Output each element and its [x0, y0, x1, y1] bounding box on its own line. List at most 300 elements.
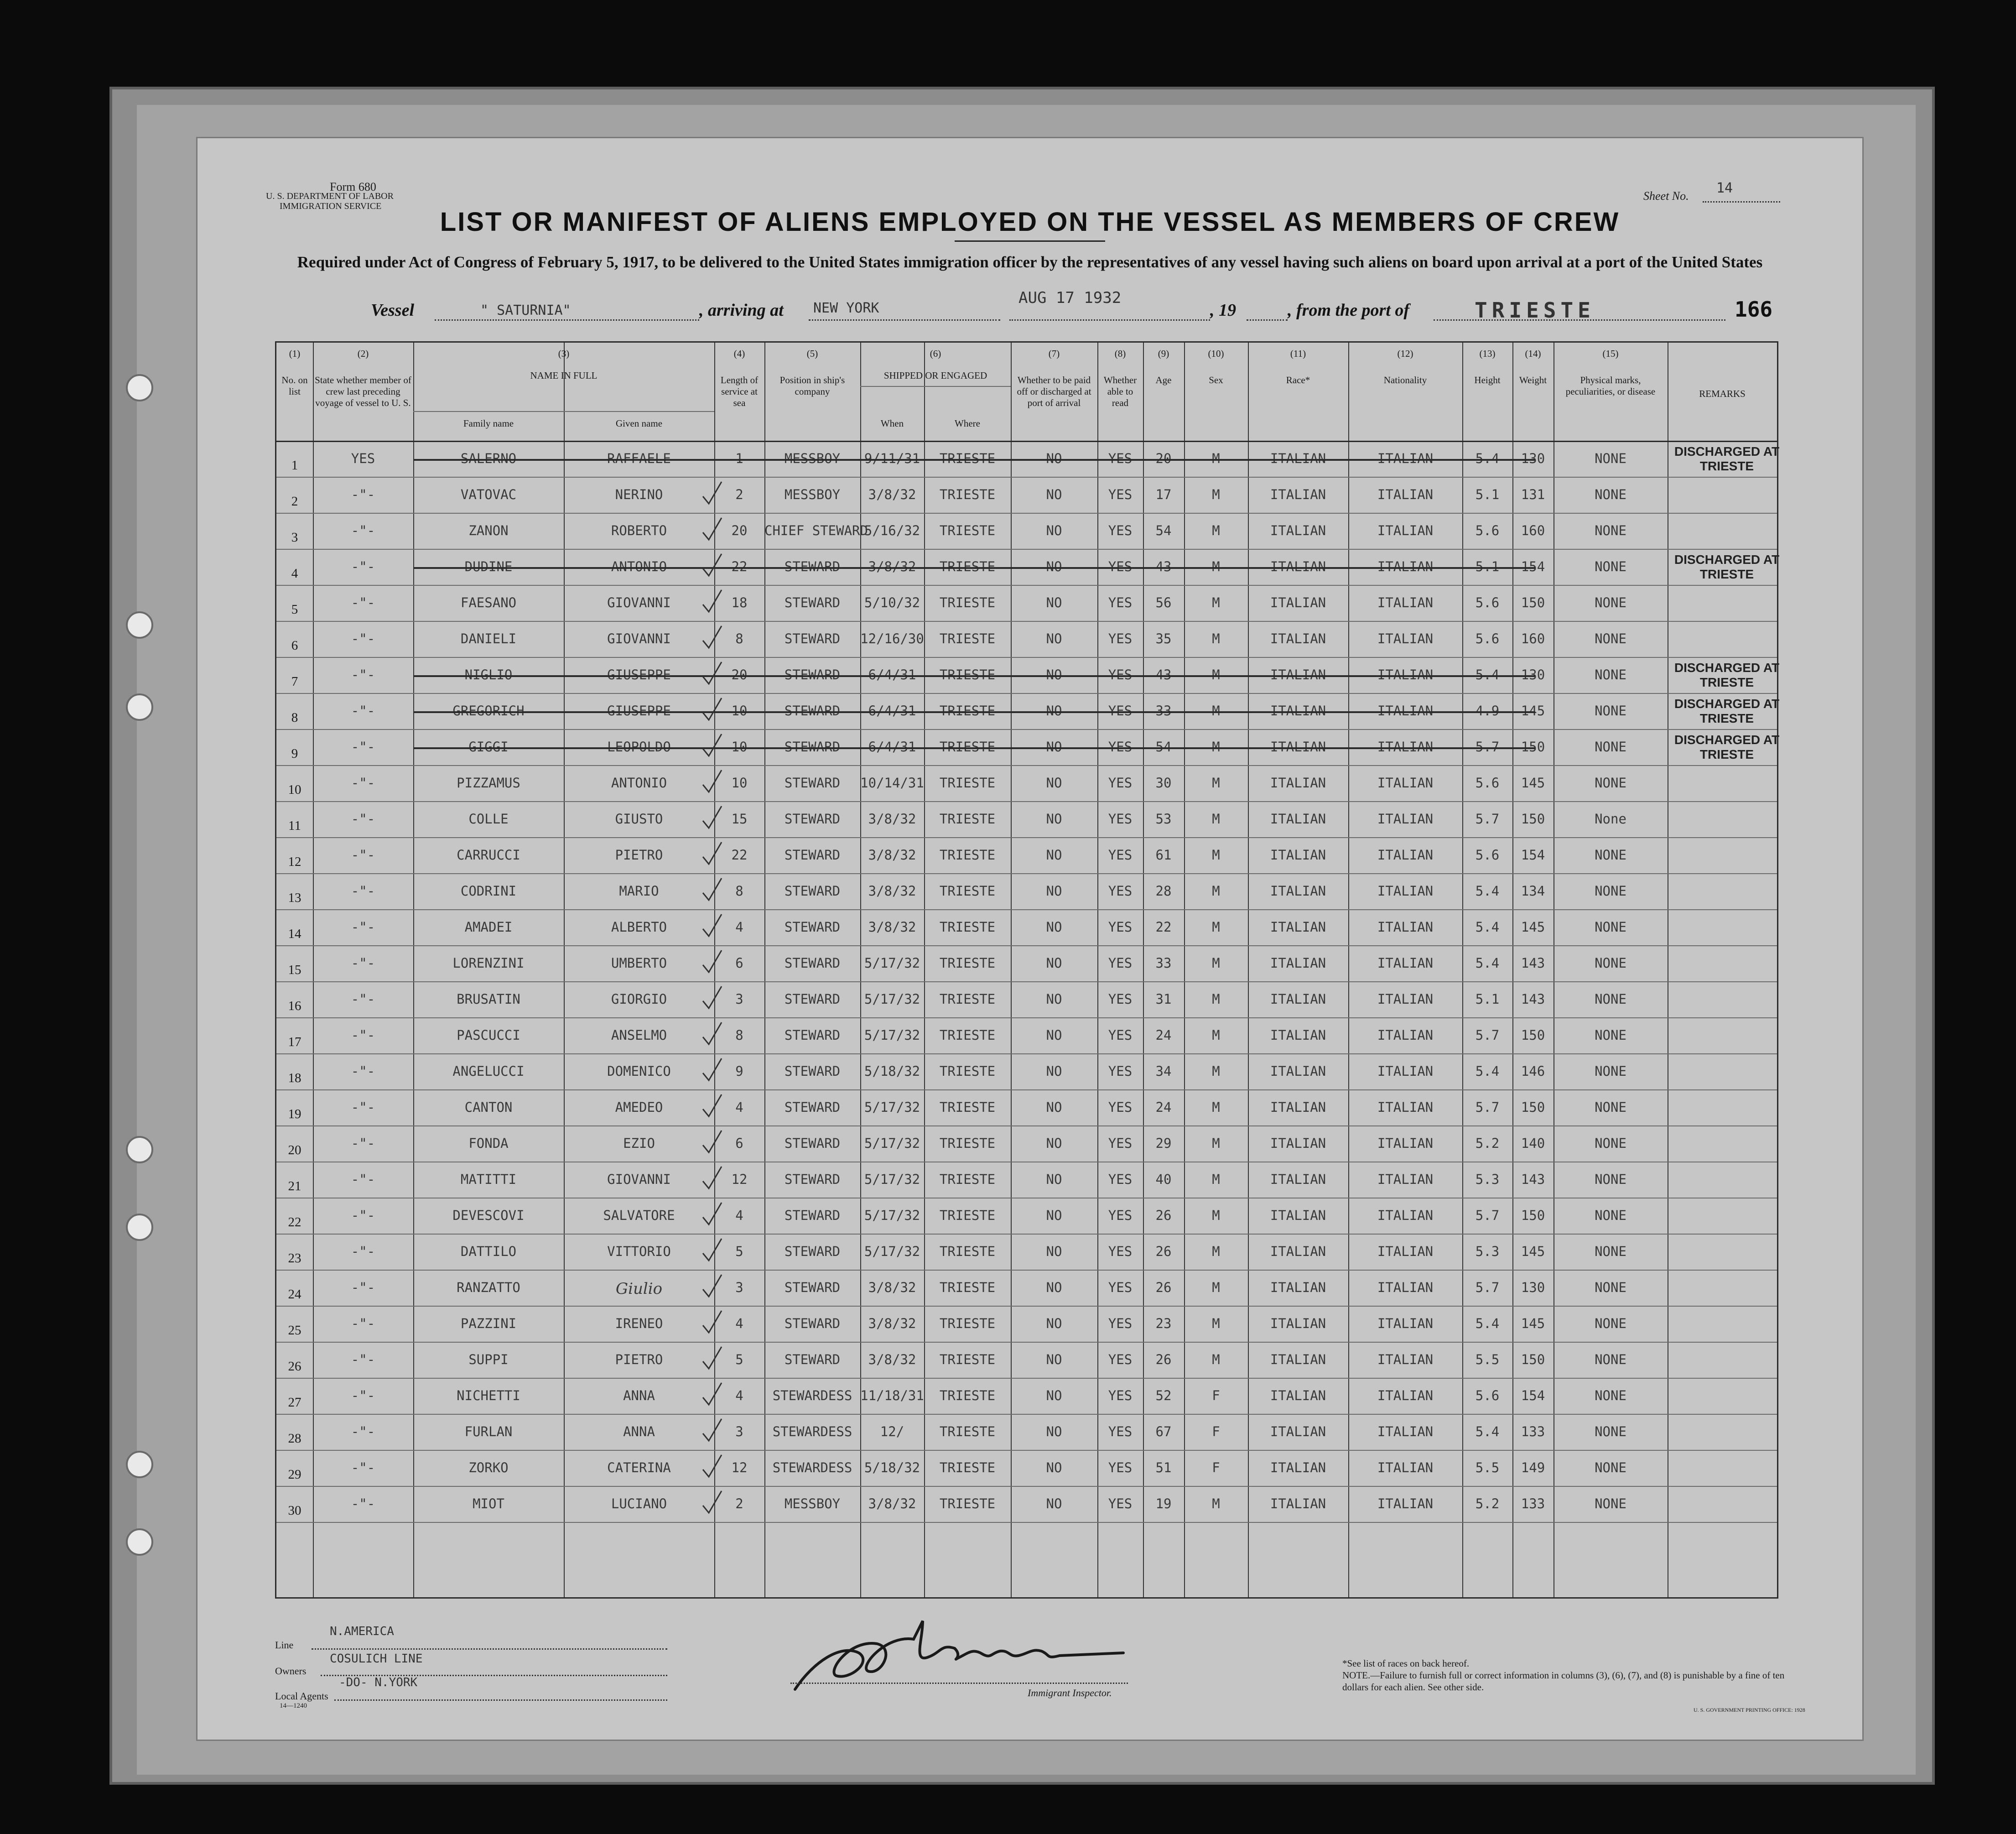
- cell-when: 3/8/32: [868, 487, 916, 502]
- binder-hole: [126, 611, 153, 639]
- cell-paid: NO: [1046, 1027, 1062, 1043]
- row-divider: [276, 1017, 1777, 1018]
- binder-hole: [126, 1214, 153, 1241]
- cell-when: 11/18/31: [860, 1388, 924, 1403]
- cell-service: 5: [735, 1244, 743, 1259]
- cell-nationality: ITALIAN: [1377, 1424, 1434, 1439]
- cell-height: 5.6: [1475, 595, 1500, 610]
- cell-weight: 145: [1521, 1244, 1545, 1259]
- cell-where: TRIESTE: [939, 1136, 996, 1151]
- cell-height: 5.7: [1475, 1027, 1500, 1043]
- column-header-15: Physical marks, peculiarities, or disease: [1565, 375, 1656, 397]
- column-subheader-6-a: When: [880, 418, 904, 429]
- cell-read: YES: [1108, 1063, 1133, 1079]
- binder-hole: [126, 693, 153, 721]
- cell-paid: NO: [1046, 667, 1062, 683]
- inspector-label: Immigrant Inspector.: [1028, 1687, 1112, 1699]
- cell-nationality: ITALIAN: [1377, 1172, 1434, 1187]
- cell-position: STEWARD: [784, 1244, 841, 1259]
- cell-marks: NONE: [1595, 883, 1626, 899]
- cell-where: TRIESTE: [939, 631, 996, 646]
- vessel-name: " SATURNIA": [480, 302, 571, 318]
- cell-service: 3: [735, 991, 743, 1007]
- cell-prev: -"-: [351, 523, 375, 538]
- cell-position: STEWARD: [784, 1172, 841, 1187]
- cell-where: TRIESTE: [939, 667, 996, 683]
- cell-when: 3/8/32: [868, 1280, 916, 1295]
- check-mark-icon: [701, 1308, 723, 1335]
- cell-weight: 145: [1521, 703, 1545, 719]
- cell-when: 5/17/32: [864, 1136, 920, 1151]
- check-mark-icon: [701, 1236, 723, 1263]
- row-divider: [276, 1089, 1777, 1090]
- cell-sex: M: [1212, 595, 1220, 610]
- cell-weight: 145: [1521, 919, 1545, 935]
- cell-weight: 145: [1521, 775, 1545, 791]
- cell-weight: 160: [1521, 523, 1545, 538]
- cell-remarks: DISCHARGED AT TRIESTE: [1674, 444, 1780, 473]
- cell-given: ANSELMO: [611, 1027, 667, 1043]
- cell-read: YES: [1108, 487, 1133, 502]
- cell-family: DATTILO: [460, 1244, 517, 1259]
- cell-family: CODRINI: [460, 883, 517, 899]
- cell-service: 6: [735, 955, 743, 971]
- row-divider: [276, 657, 1777, 658]
- cell-nationality: ITALIAN: [1377, 811, 1434, 827]
- cell-service: 4: [735, 1099, 743, 1115]
- cell-service: 20: [731, 667, 748, 683]
- cell-prev: -"-: [351, 955, 375, 971]
- cell-nationality: ITALIAN: [1377, 1496, 1434, 1511]
- cell-where: TRIESTE: [939, 1027, 996, 1043]
- cell-race: ITALIAN: [1270, 631, 1326, 646]
- year-line: [1247, 319, 1288, 321]
- cell-nationality: ITALIAN: [1377, 1352, 1434, 1367]
- cell-service: 10: [731, 703, 748, 719]
- cell-paid: NO: [1046, 1136, 1062, 1151]
- cell-read: YES: [1108, 955, 1133, 971]
- cell-marks: NONE: [1595, 1172, 1626, 1187]
- cell-marks: NONE: [1595, 487, 1626, 502]
- cell-age: 24: [1155, 1099, 1172, 1115]
- cell-read: YES: [1108, 1136, 1133, 1151]
- cell-when: 5/10/32: [864, 595, 920, 610]
- cell-race: ITALIAN: [1270, 1388, 1326, 1403]
- cell-marks: NONE: [1595, 1388, 1626, 1403]
- cell-family: DEVESCOVI: [452, 1208, 525, 1223]
- cell-race: ITALIAN: [1270, 451, 1326, 466]
- cell-no: 18: [288, 1071, 301, 1085]
- cell-paid: NO: [1046, 1316, 1062, 1331]
- cell-given: PIETRO: [615, 847, 663, 863]
- cell-height: 5.7: [1475, 811, 1500, 827]
- year-label: , 19: [1210, 301, 1236, 320]
- cell-weight: 130: [1521, 451, 1545, 466]
- cell-nationality: ITALIAN: [1377, 1460, 1434, 1475]
- cell-service: 10: [731, 775, 748, 791]
- cell-when: 5/17/32: [864, 1208, 920, 1223]
- cell-weight: 160: [1521, 631, 1545, 646]
- cell-read: YES: [1108, 667, 1133, 683]
- from-port: TRIESTE: [1475, 298, 1595, 323]
- column-number-7: (7): [1048, 348, 1060, 359]
- cell-age: 26: [1155, 1280, 1172, 1295]
- from-port-label: , from the port of: [1288, 301, 1410, 320]
- cell-read: YES: [1108, 811, 1133, 827]
- cell-paid: NO: [1046, 1352, 1062, 1367]
- cell-read: YES: [1108, 1172, 1133, 1187]
- cell-family: ANGELUCCI: [452, 1063, 525, 1079]
- cell-position: MESSBOY: [784, 451, 841, 466]
- row-divider: [276, 909, 1777, 910]
- cell-service: 20: [731, 523, 748, 538]
- cell-where: TRIESTE: [939, 1099, 996, 1115]
- sheet-number-line: [1703, 201, 1780, 203]
- cell-where: TRIESTE: [939, 559, 996, 574]
- cell-read: YES: [1108, 1316, 1133, 1331]
- cell-where: TRIESTE: [939, 523, 996, 538]
- column-header-3: NAME IN FULL: [530, 370, 598, 381]
- cell-when: 3/8/32: [868, 1352, 916, 1367]
- cell-weight: 130: [1521, 667, 1545, 683]
- cell-when: 3/8/32: [868, 883, 916, 899]
- cell-where: TRIESTE: [939, 703, 996, 719]
- cell-no: 6: [291, 638, 298, 653]
- cell-no: 27: [288, 1395, 301, 1410]
- cell-prev: -"-: [351, 919, 375, 935]
- cell-prev: -"-: [351, 811, 375, 827]
- column-subheader-3-b: Given name: [615, 418, 663, 429]
- column-header-2: State whether member of crew last preceding voyage of vessel to U. S.: [315, 375, 411, 408]
- column-number-12: (12): [1397, 348, 1413, 359]
- cell-age: 28: [1155, 883, 1172, 899]
- cell-read: YES: [1108, 1424, 1133, 1439]
- cell-remarks: DISCHARGED AT TRIESTE: [1674, 733, 1780, 761]
- row-divider: [276, 801, 1777, 802]
- cell-read: YES: [1108, 559, 1133, 574]
- cell-paid: NO: [1046, 703, 1062, 719]
- cell-read: YES: [1108, 847, 1133, 863]
- cell-given: NERINO: [615, 487, 663, 502]
- arriving-label: , arriving at: [699, 301, 784, 320]
- cell-weight: 150: [1521, 595, 1545, 610]
- cell-marks: NONE: [1595, 1027, 1626, 1043]
- cell-family: CARRUCCI: [457, 847, 520, 863]
- row-divider: [276, 621, 1777, 622]
- cell-prev: -"-: [351, 1280, 375, 1295]
- cell-given: UMBERTO: [611, 955, 667, 971]
- check-mark-icon: [701, 1488, 723, 1516]
- cell-nationality: ITALIAN: [1377, 883, 1434, 899]
- cell-weight: 150: [1521, 1352, 1545, 1367]
- cell-prev: -"-: [351, 1099, 375, 1115]
- cell-age: 54: [1155, 523, 1172, 538]
- column-number-6: (6): [930, 348, 941, 359]
- cell-race: ITALIAN: [1270, 739, 1326, 755]
- cell-paid: NO: [1046, 523, 1062, 538]
- cell-no: 22: [288, 1215, 301, 1230]
- cell-where: TRIESTE: [939, 1244, 996, 1259]
- cell-age: 52: [1155, 1388, 1172, 1403]
- cell-height: 5.6: [1475, 847, 1500, 863]
- cell-marks: NONE: [1595, 919, 1626, 935]
- cell-when: 12/16/30: [860, 631, 924, 646]
- column-number-15: (15): [1602, 348, 1619, 359]
- cell-marks: NONE: [1595, 1316, 1626, 1331]
- cell-age: 30: [1155, 775, 1172, 791]
- cell-paid: NO: [1046, 847, 1062, 863]
- check-mark-icon: [701, 731, 723, 759]
- cell-sex: M: [1212, 811, 1220, 827]
- cell-service: 1: [735, 451, 743, 466]
- cell-height: 5.7: [1475, 739, 1500, 755]
- cell-weight: 145: [1521, 1316, 1545, 1331]
- cell-nationality: ITALIAN: [1377, 955, 1434, 971]
- strikethrough-line: [413, 567, 1535, 569]
- row-divider: [276, 981, 1777, 982]
- cell-height: 4.9: [1475, 703, 1500, 719]
- cell-sex: M: [1212, 1063, 1220, 1079]
- cell-given: LEOPOLDO: [607, 739, 671, 755]
- cell-given: ANNA: [623, 1424, 655, 1439]
- cell-sex: F: [1212, 1460, 1220, 1475]
- cell-age: 33: [1155, 955, 1172, 971]
- cell-family: PIZZAMUS: [457, 775, 520, 791]
- cell-nationality: ITALIAN: [1377, 775, 1434, 791]
- row-divider: [276, 693, 1777, 694]
- cell-when: 9/11/31: [864, 451, 920, 466]
- cell-height: 5.6: [1475, 631, 1500, 646]
- cell-paid: NO: [1046, 631, 1062, 646]
- cell-nationality: ITALIAN: [1377, 523, 1434, 538]
- cell-where: TRIESTE: [939, 883, 996, 899]
- cell-no: 12: [288, 854, 301, 869]
- cell-service: 3: [735, 1424, 743, 1439]
- footer-form-code: 14—1240: [280, 1702, 307, 1709]
- check-mark-icon: [701, 1128, 723, 1155]
- cell-prev: -"-: [351, 595, 375, 610]
- cell-family: GIGGI: [468, 739, 509, 755]
- cell-paid: NO: [1046, 1244, 1062, 1259]
- cell-position: STEWARD: [784, 667, 841, 683]
- check-mark-icon: [701, 1380, 723, 1407]
- column-subheader-3-a: Family name: [463, 418, 514, 429]
- cell-family: FURLAN: [464, 1424, 513, 1439]
- cell-where: TRIESTE: [939, 739, 996, 755]
- cell-read: YES: [1108, 991, 1133, 1007]
- cell-read: YES: [1108, 739, 1133, 755]
- cell-sex: M: [1212, 1316, 1220, 1331]
- cell-weight: 133: [1521, 1496, 1545, 1511]
- cell-weight: 154: [1521, 1388, 1545, 1403]
- cell-paid: NO: [1046, 1280, 1062, 1295]
- cell-family: FONDA: [468, 1136, 509, 1151]
- cell-given: MARIO: [619, 883, 659, 899]
- cell-where: TRIESTE: [939, 991, 996, 1007]
- cell-sex: M: [1212, 523, 1220, 538]
- cell-read: YES: [1108, 1388, 1133, 1403]
- cell-prev: YES: [351, 451, 375, 466]
- cell-read: YES: [1108, 1099, 1133, 1115]
- cell-sex: M: [1212, 883, 1220, 899]
- cell-race: ITALIAN: [1270, 1136, 1326, 1151]
- cell-family: LORENZINI: [452, 955, 525, 971]
- cell-weight: 150: [1521, 1027, 1545, 1043]
- printer-note: U. S. GOVERNMENT PRINTING OFFICE: 1928: [1694, 1707, 1805, 1713]
- cell-when: 10/14/31: [860, 775, 924, 791]
- cell-marks: NONE: [1595, 1352, 1626, 1367]
- cell-where: TRIESTE: [939, 1424, 996, 1439]
- check-mark-icon: [701, 623, 723, 651]
- cell-nationality: ITALIAN: [1377, 1136, 1434, 1151]
- cell-height: 5.1: [1475, 559, 1500, 574]
- row-divider: [276, 1306, 1777, 1307]
- row-divider: [276, 1450, 1777, 1451]
- cell-when: 5/18/32: [864, 1460, 920, 1475]
- cell-when: 3/8/32: [868, 811, 916, 827]
- cell-remarks: DISCHARGED AT TRIESTE: [1674, 552, 1780, 581]
- cell-where: TRIESTE: [939, 1316, 996, 1331]
- cell-position: STEWARD: [784, 1063, 841, 1079]
- cell-sex: M: [1212, 1136, 1220, 1151]
- cell-height: 5.2: [1475, 1136, 1500, 1151]
- binder-hole: [126, 1451, 153, 1478]
- check-mark-icon: [701, 1092, 723, 1119]
- strikethrough-line: [413, 459, 1535, 461]
- cell-age: 31: [1155, 991, 1172, 1007]
- row-divider: [276, 837, 1777, 838]
- cell-race: ITALIAN: [1270, 775, 1326, 791]
- cell-height: 5.2: [1475, 1496, 1500, 1511]
- row-divider: [276, 513, 1777, 514]
- cell-paid: NO: [1046, 1496, 1062, 1511]
- cell-race: ITALIAN: [1270, 1027, 1326, 1043]
- row-divider: [276, 1414, 1777, 1415]
- cell-age: 26: [1155, 1208, 1172, 1223]
- column-header-14: Weight: [1519, 375, 1547, 386]
- cell-given: Giulio: [615, 1280, 663, 1298]
- cell-race: ITALIAN: [1270, 919, 1326, 935]
- cell-given: VITTORIO: [607, 1244, 671, 1259]
- cell-where: TRIESTE: [939, 919, 996, 935]
- vessel-name-line: [435, 319, 699, 321]
- cell-position: MESSBOY: [784, 487, 841, 502]
- check-mark-icon: [701, 839, 723, 867]
- check-mark-icon: [701, 1272, 723, 1299]
- cell-position: STEWARD: [784, 847, 841, 863]
- cell-family: DANIELI: [460, 631, 517, 646]
- cell-height: 5.6: [1475, 775, 1500, 791]
- cell-family: GREGORICH: [452, 703, 525, 719]
- cell-marks: NONE: [1595, 775, 1626, 791]
- cell-race: ITALIAN: [1270, 1244, 1326, 1259]
- cell-read: YES: [1108, 451, 1133, 466]
- cell-height: 5.7: [1475, 1208, 1500, 1223]
- column-header-9: Age: [1155, 375, 1172, 386]
- cell-nationality: ITALIAN: [1377, 703, 1434, 719]
- row-divider: [276, 1234, 1777, 1235]
- cell-where: TRIESTE: [939, 775, 996, 791]
- cell-position: STEWARDESS: [772, 1388, 852, 1403]
- cell-weight: 143: [1521, 955, 1545, 971]
- cell-race: ITALIAN: [1270, 703, 1326, 719]
- cell-where: TRIESTE: [939, 1208, 996, 1223]
- cell-when: 5/17/32: [864, 955, 920, 971]
- cell-marks: NONE: [1595, 847, 1626, 863]
- cell-marks: None: [1595, 811, 1626, 827]
- cell-sex: M: [1212, 847, 1220, 863]
- column-number-4: (4): [733, 348, 745, 359]
- cell-age: 22: [1155, 919, 1172, 935]
- manifest-sheet: [196, 137, 1864, 1741]
- cell-marks: NONE: [1595, 955, 1626, 971]
- cell-race: ITALIAN: [1270, 847, 1326, 863]
- cell-paid: NO: [1046, 1208, 1062, 1223]
- cell-read: YES: [1108, 1496, 1133, 1511]
- column-header-10: Sex: [1209, 375, 1223, 386]
- cell-height: 5.5: [1475, 1352, 1500, 1367]
- cell-sex: M: [1212, 487, 1220, 502]
- cell-sex: M: [1212, 1099, 1220, 1115]
- cell-family: VATOVAC: [460, 487, 517, 502]
- cell-prev: -"-: [351, 559, 375, 574]
- cell-service: 4: [735, 1316, 743, 1331]
- cell-no: 30: [288, 1503, 301, 1518]
- cell-no: 21: [288, 1179, 301, 1193]
- cell-nationality: ITALIAN: [1377, 631, 1434, 646]
- cell-race: ITALIAN: [1270, 523, 1326, 538]
- cell-position: STEWARD: [784, 559, 841, 574]
- cell-where: TRIESTE: [939, 1172, 996, 1187]
- cell-service: 2: [735, 1496, 743, 1511]
- cell-nationality: ITALIAN: [1377, 739, 1434, 755]
- cell-paid: NO: [1046, 775, 1062, 791]
- date-stamp: AUG 17 1932: [1018, 289, 1122, 307]
- cell-position: STEWARD: [784, 811, 841, 827]
- row-divider: [276, 1053, 1777, 1054]
- cell-nationality: ITALIAN: [1377, 1280, 1434, 1295]
- cell-no: 3: [291, 530, 298, 545]
- cell-when: 6/4/31: [868, 667, 916, 683]
- row-divider: [276, 873, 1777, 874]
- cell-service: 4: [735, 919, 743, 935]
- cell-position: STEWARD: [784, 595, 841, 610]
- cell-marks: NONE: [1595, 1244, 1626, 1259]
- column-header-16: REMARKS: [1699, 388, 1746, 399]
- cell-read: YES: [1108, 1280, 1133, 1295]
- cell-height: 5.3: [1475, 1244, 1500, 1259]
- cell-given: GIOVANNI: [607, 595, 671, 610]
- cell-paid: NO: [1046, 739, 1062, 755]
- cell-read: YES: [1108, 883, 1133, 899]
- binder-hole: [126, 1528, 153, 1556]
- column-header-13: Height: [1474, 375, 1501, 386]
- cell-family: ZANON: [468, 523, 509, 538]
- cell-weight: 150: [1521, 1099, 1545, 1115]
- arriving-port: NEW YORK: [813, 300, 879, 316]
- cell-height: 5.1: [1475, 991, 1500, 1007]
- cell-service: 8: [735, 1027, 743, 1043]
- column-header-8: Whether able to read: [1103, 375, 1137, 408]
- cell-service: 12: [731, 1460, 748, 1475]
- cell-weight: 143: [1521, 991, 1545, 1007]
- cell-remarks: DISCHARGED AT TRIESTE: [1674, 697, 1780, 725]
- arriving-port-line: [809, 319, 1000, 321]
- crew-table: [275, 341, 1778, 1599]
- cell-paid: NO: [1046, 919, 1062, 935]
- cell-marks: NONE: [1595, 1280, 1626, 1295]
- strikethrough-line: [413, 747, 1535, 749]
